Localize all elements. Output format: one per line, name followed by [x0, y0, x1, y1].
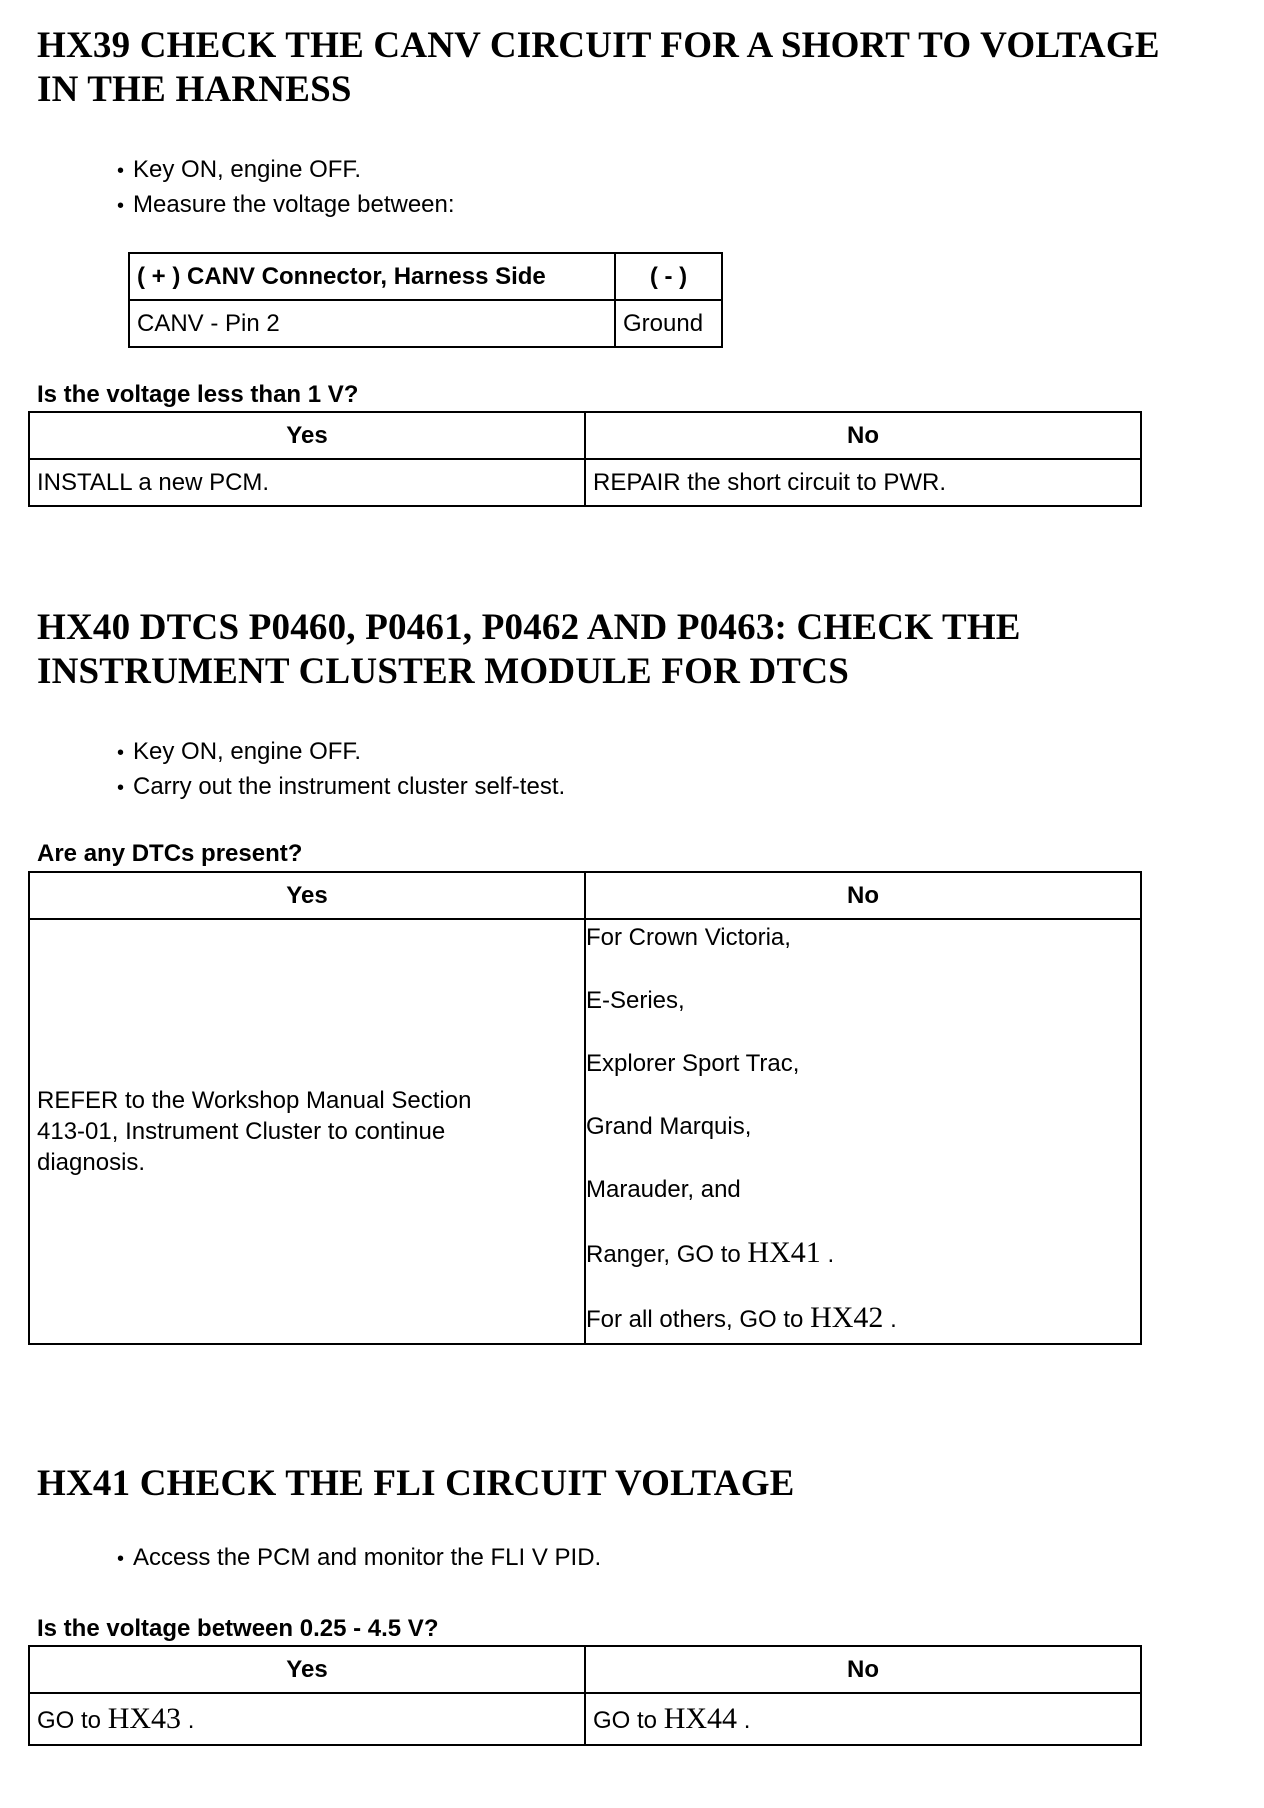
measure-cell-negative: Ground: [615, 300, 722, 347]
no-header: No: [585, 412, 1141, 459]
result-table-hx39: [28, 411, 1142, 507]
yes-header: Yes: [29, 412, 585, 459]
step-item: • Key ON, engine OFF.: [117, 156, 362, 183]
section-heading-hx41: HX41 CHECK THE FLI CIRCUIT VOLTAGE: [37, 1463, 795, 1504]
vehicle-line-ranger: Ranger, GO to HX41 .: [586, 1236, 835, 1269]
step-list-hx40: [117, 735, 565, 805]
yes-cell: GO to HX43 .: [29, 1693, 585, 1745]
yes-cell: REFER to the Workshop Manual Section 413-01, Instrument Cluster to continue diagnosis.: [29, 919, 585, 1344]
no-cell: GO to HX44 .: [585, 1693, 1141, 1745]
vehicle-line: Marauder, and: [586, 1176, 741, 1203]
section-heading-hx39: HX39 CHECK THE CANV CIRCUIT FOR A SHORT TO VOLTAGE IN THE HARNESS: [37, 25, 1160, 110]
measure-cell-positive: CANV - Pin 2: [129, 300, 615, 347]
vehicle-line: Grand Marquis,: [586, 1113, 752, 1140]
step-item: • Access the PCM and monitor the FLI V PID.: [117, 1544, 602, 1571]
no-header: No: [585, 1646, 1141, 1693]
measure-header-positive: ( + ) CANV Connector, Harness Side: [129, 253, 615, 300]
step-link-hx42[interactable]: HX42: [810, 1301, 884, 1334]
vehicle-line: Explorer Sport Trac,: [586, 1050, 800, 1077]
vehicle-line-others: For all others, GO to HX42 .: [586, 1301, 897, 1334]
question-hx39: Is the voltage less than 1 V?: [37, 381, 359, 408]
yes-header: Yes: [29, 872, 585, 919]
vehicle-line: E-Series,: [586, 987, 685, 1014]
result-table-hx40: [28, 871, 1142, 1345]
yes-header: Yes: [29, 1646, 585, 1693]
step-item: • Key ON, engine OFF.: [117, 738, 362, 765]
measure-header-negative: ( - ): [615, 253, 722, 300]
step-link-hx43[interactable]: HX43: [107, 1702, 182, 1735]
question-hx41: Is the voltage between 0.25 - 4.5 V?: [37, 1615, 439, 1642]
yes-cell: INSTALL a new PCM.: [29, 459, 585, 506]
step-list-hx39: [117, 153, 455, 223]
step-item: • Carry out the instrument cluster self-test.: [117, 773, 566, 800]
no-cell: REPAIR the short circuit to PWR.: [585, 459, 1141, 506]
no-cell: [585, 919, 1141, 1344]
section-heading-hx40: HX40 DTCS P0460, P0461, P0462 AND P0463: CHECK THE INSTRUMENT CLUSTER MODULE FOR DTCS: [37, 607, 1021, 692]
measurement-table-hx39: [128, 252, 723, 348]
no-header: No: [585, 872, 1141, 919]
step-list-hx41: [117, 1541, 601, 1576]
question-hx40: Are any DTCs present?: [37, 840, 303, 867]
step-item: • Measure the voltage between:: [117, 191, 455, 218]
vehicle-line: For Crown Victoria,: [586, 924, 791, 951]
result-table-hx41: [28, 1645, 1142, 1746]
step-link-hx44[interactable]: HX44: [663, 1702, 738, 1735]
step-link-hx41[interactable]: HX41: [747, 1236, 821, 1269]
